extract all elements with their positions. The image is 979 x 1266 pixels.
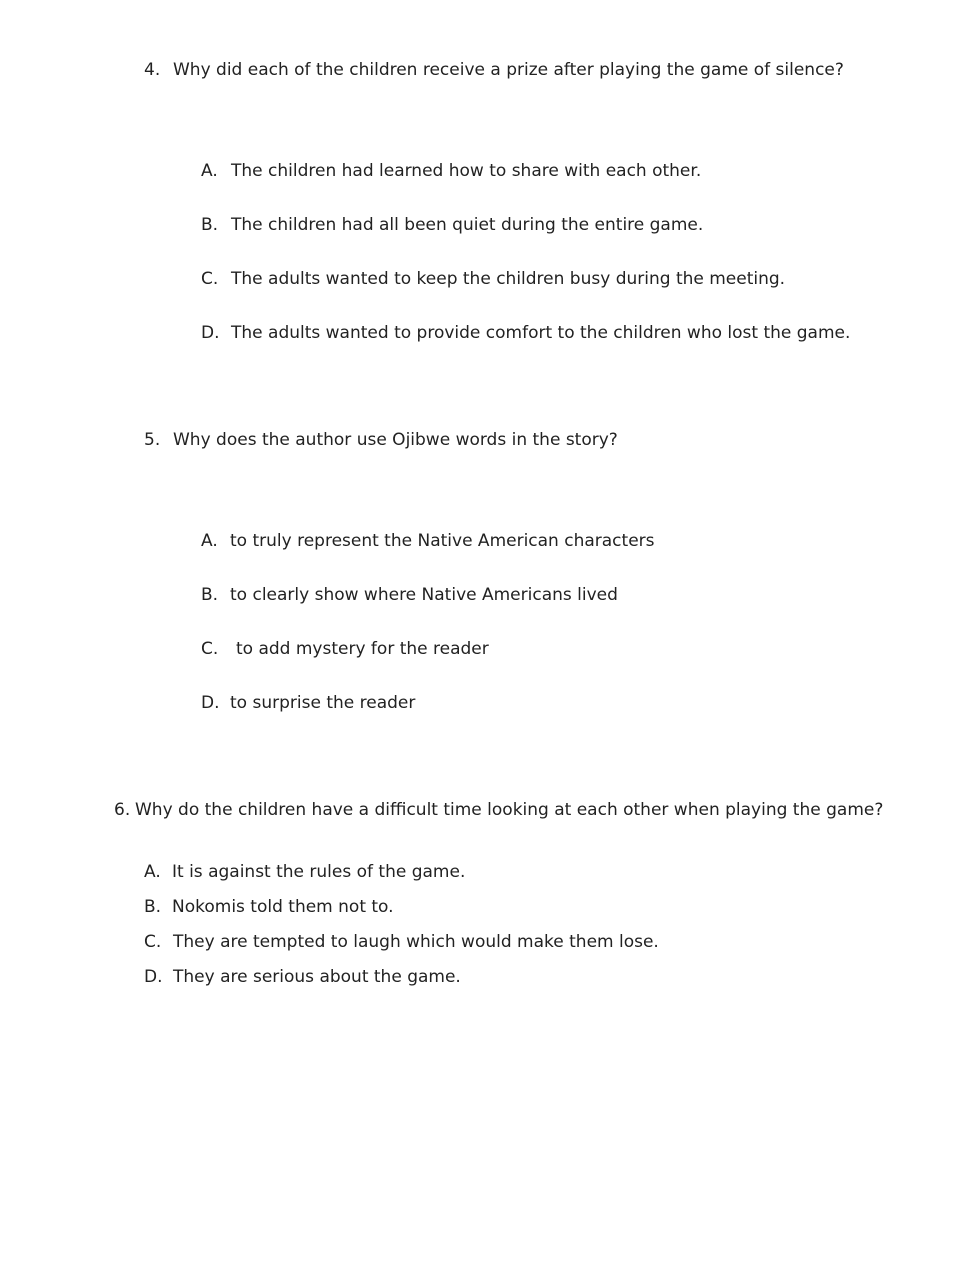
question-number: 6.: [114, 800, 131, 820]
question-text: Why does the author use Ojibwe words in the story?: [173, 430, 618, 450]
option-letter: C.: [201, 639, 219, 659]
question-text: Why do the children have a difficult time looking at each other when playing the game?: [135, 800, 884, 820]
option-text: to clearly show where Native Americans lived: [230, 585, 618, 605]
option-text: The children had learned how to share with each other.: [231, 161, 702, 181]
question-text: Why did each of the children receive a prize after playing the game of silence?: [173, 60, 844, 80]
option-letter: B.: [201, 585, 219, 605]
option-letter: B.: [144, 897, 162, 917]
option-letter: A.: [201, 161, 218, 181]
option-text: It is against the rules of the game.: [172, 862, 466, 882]
option-text: to truly represent the Native American characters: [230, 531, 655, 551]
option-text: to surprise the reader: [230, 693, 416, 713]
option-letter: D.: [144, 967, 163, 987]
option-text: The adults wanted to keep the children busy during the meeting.: [231, 269, 786, 289]
option-text: Nokomis told them not to.: [172, 897, 394, 917]
question-number: 4.: [144, 60, 161, 80]
option-text: The adults wanted to provide comfort to the children who lost the game.: [231, 323, 851, 343]
option-letter: A.: [201, 531, 218, 551]
option-letter: C.: [144, 932, 162, 952]
option-letter: D.: [201, 693, 220, 713]
option-text: to add mystery for the reader: [236, 639, 489, 659]
option-letter: D.: [201, 323, 220, 343]
option-text: They are serious about the game.: [173, 967, 461, 987]
option-text: The children had all been quiet during the entire game.: [231, 215, 704, 235]
question-number: 5.: [144, 430, 161, 450]
option-letter: C.: [201, 269, 219, 289]
option-letter: B.: [201, 215, 219, 235]
option-text: They are tempted to laugh which would make them lose.: [173, 932, 659, 952]
option-letter: A.: [144, 862, 161, 882]
